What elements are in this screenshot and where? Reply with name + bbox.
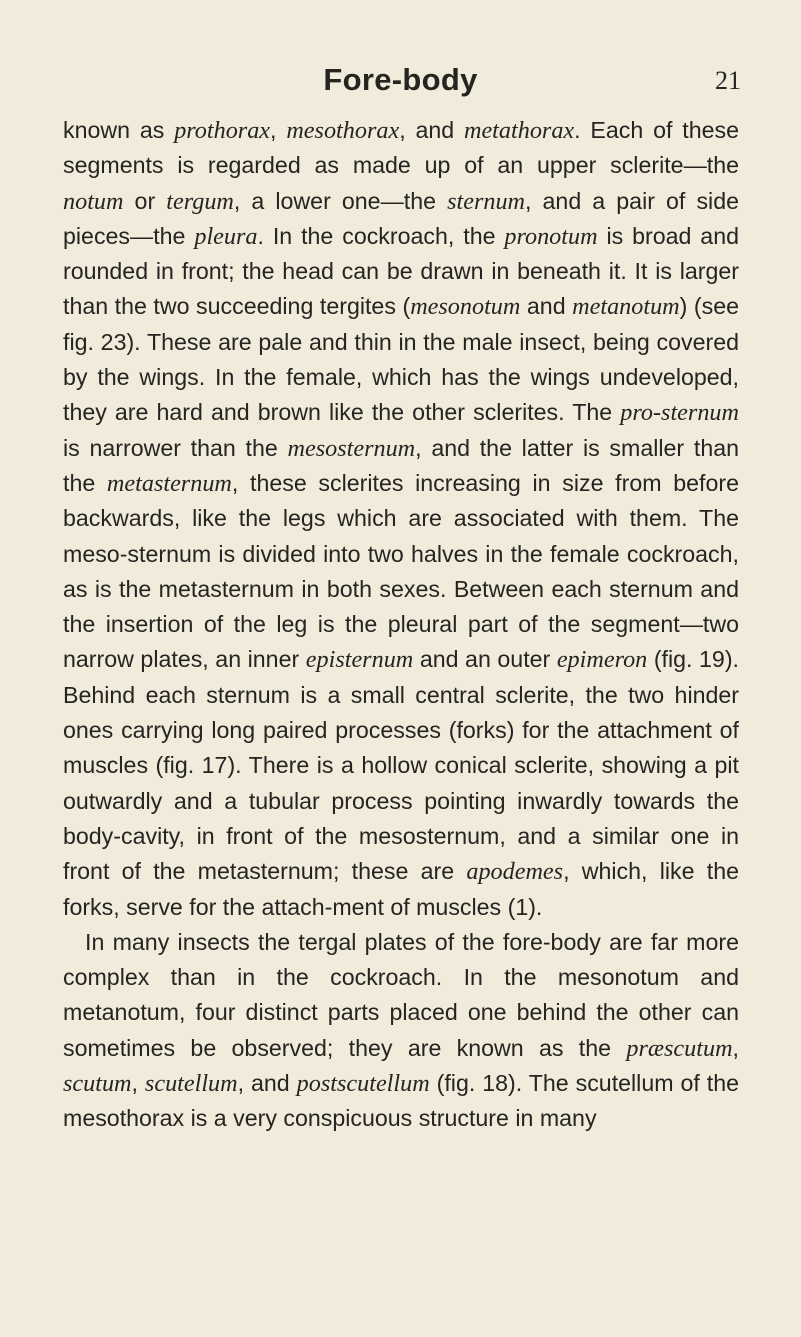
running-head bbox=[0, 62, 801, 102]
paragraph-1 bbox=[63, 113, 739, 925]
text-run: , and bbox=[237, 1070, 297, 1097]
text-run: , which, like the forks, serve for the attach-ment of muscles (1). bbox=[63, 858, 739, 920]
italic-term: mesothorax bbox=[286, 117, 400, 144]
text-run: , a lower one—the bbox=[233, 187, 448, 214]
italic-term: scutellum bbox=[144, 1070, 238, 1098]
text-run: is narrower than the bbox=[63, 434, 288, 461]
italic-term: pronotum bbox=[504, 222, 598, 250]
text-run: is broad and rounded in front; the head can be drawn in beneath it. It is larger than the two succeeding tergites ( bbox=[63, 222, 739, 320]
italic-term: mesonotum bbox=[410, 293, 521, 321]
italic-term: sternum bbox=[447, 187, 526, 215]
italic-term: scutum bbox=[63, 1070, 132, 1098]
text-run: (fig. 19). Behind each sternum is a small central sclerite, the two hinder ones carrying long paired processes (forks) for the attachment of muscles (fig. 17). There is a hollow conical sclerite, showing a pit outwardly and a tubular process pointing inwardly towards the body-cavity, in front of the mesosternum, and a similar one in front of the metasternum; these are bbox=[63, 646, 739, 885]
text-run: ) (see fig. 23). These are pale and thin in the male insect, being covered by the wings. In the female, which has the wings undeveloped, they are hard and brown like the other sclerites. The bbox=[63, 293, 740, 426]
text-run: and an outer bbox=[413, 646, 557, 673]
italic-term: epimeron bbox=[556, 646, 648, 674]
text-run: . Each of these segments is regarded as made up of an upper sclerite—the bbox=[63, 117, 740, 179]
italic-term: metanotum bbox=[572, 293, 680, 321]
chapter-title: Fore-body bbox=[323, 62, 478, 97]
italic-term: mesosternum bbox=[287, 434, 416, 462]
italic-term: metasternum bbox=[106, 469, 232, 497]
italic-term: tergum bbox=[166, 187, 234, 215]
text-run: , and bbox=[399, 117, 464, 143]
text-run: In many insects the tergal plates of the fore-body are far more complex than in the cockroach. In the mesonotum and metanotum, four distinct parts placed one behind the other can sometimes be observed; they are known as the bbox=[63, 928, 739, 1061]
paragraph-2 bbox=[63, 925, 739, 1137]
text-run: , bbox=[270, 117, 287, 143]
text-run: . In the cockroach, the bbox=[257, 222, 505, 249]
italic-term: episternum bbox=[305, 646, 414, 674]
text-run: and bbox=[520, 293, 573, 320]
italic-term: postscutellum bbox=[296, 1070, 430, 1098]
italic-term: præscutum bbox=[626, 1034, 733, 1062]
italic-term: pro-sternum bbox=[620, 399, 739, 427]
italic-term: apodemes bbox=[466, 858, 564, 886]
text-run: known as bbox=[63, 117, 175, 143]
italic-term: prothorax bbox=[174, 117, 271, 144]
text-run: , and the latter is smaller than the bbox=[63, 434, 740, 496]
text-run: , bbox=[131, 1070, 145, 1097]
page-number: 21 bbox=[715, 66, 741, 95]
text-run: or bbox=[123, 187, 167, 214]
italic-term: pleura bbox=[194, 222, 258, 250]
italic-term: notum bbox=[63, 187, 124, 215]
text-run: , bbox=[732, 1034, 739, 1061]
body-text bbox=[63, 113, 739, 1137]
text-run: (fig. 18). The scutellum of the mesothorax is a very conspicuous structure in many bbox=[63, 1070, 740, 1132]
text-run: , and a pair of side pieces—the bbox=[63, 187, 739, 249]
text-run: , these sclerites increasing in size from before backwards, like the legs which are associated with them. The meso-sternum is divided into two halves in the female cockroach, as is the metasternum in both sexes. Between each sternum and the insertion of the leg is the pleural part of the segment—two narrow plates, an inner bbox=[63, 469, 739, 673]
italic-term: metathorax bbox=[463, 117, 575, 144]
